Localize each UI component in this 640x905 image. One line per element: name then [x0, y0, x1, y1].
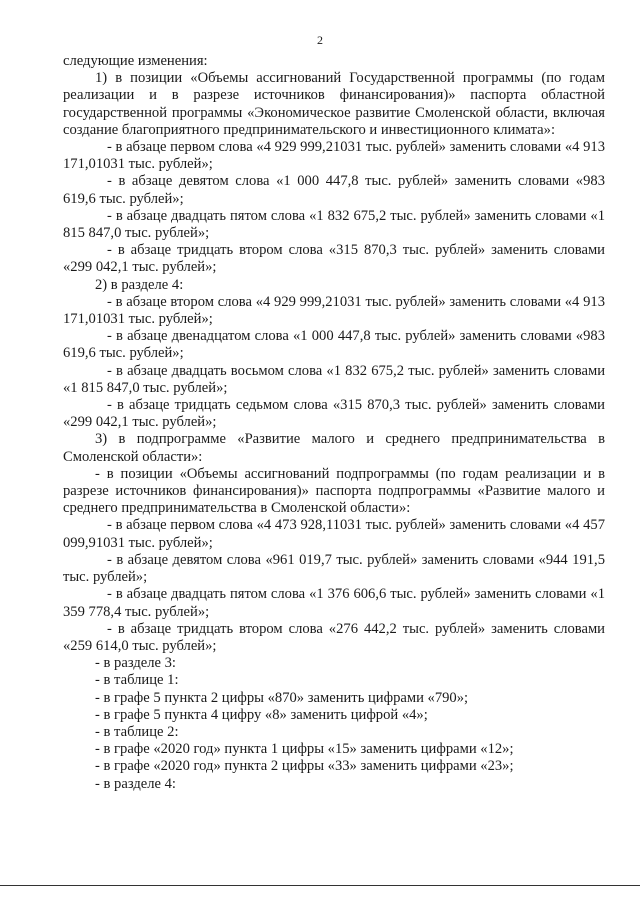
paragraph-subitem: - в графе «2020 год» пункта 1 цифры «15» заменить цифрами «12»; [95, 741, 514, 758]
paragraph-subitem: - в таблице 1: [95, 672, 179, 689]
paragraph-item-3: 3) в подпрограмме «Развитие малого и среднего предпринимательства в Смоленской области»: [63, 431, 605, 465]
paragraph-change: - в абзаце двенадцатом слова «1 000 447,8 тыс. рублей» заменить словами «983 619,6 тыс. рублей»; [63, 328, 605, 362]
paragraph-subitem: - в таблице 2: [95, 723, 179, 740]
paragraph-change: - в абзаце двадцать пятом слова «1 832 675,2 тыс. рублей» заменить словами «1 815 847,0 тыс. рублей»; [63, 207, 605, 242]
page-number: 2 [317, 33, 323, 47]
paragraph-subitem: - в графе 5 пункта 4 цифру «8» заменить цифрой «4»; [95, 706, 428, 723]
paragraph-item-1: 1) в позиции «Объемы ассигнований Государственной программы (по годам реализации и в разрезе источников финансирования)» паспорта областной государственной программы «Экономическое развитие Смоленской области, включая создание благоприятного предпринимательского и инвестиционного климата»: [63, 70, 605, 138]
paragraph-change: - в абзаце втором слова «4 929 999,21031 тыс. рублей» заменить словами «4 913 171,01031 тыс. рублей»; [63, 293, 605, 328]
paragraph-change: - в абзаце девятом слова «1 000 447,8 тыс. рублей» заменить словами «983 619,6 тыс. рублей»; [63, 173, 605, 207]
paragraph-subitem: - в разделе 3: [95, 655, 176, 672]
paragraph-subitem: - в позиции «Объемы ассигнований подпрограммы (по годам реализации и в разрезе источников финансирования)» паспорта подпрограммы «Развитие малого и среднего предпринимательства в Смоленской области»: [63, 465, 605, 517]
paragraph-change: - в абзаце первом слова «4 929 999,21031 тыс. рублей» заменить словами «4 913 171,01031 тыс. рублей»; [63, 139, 605, 173]
paragraph-subitem: - в графе 5 пункта 2 цифры «870» заменить цифрами «790»; [95, 689, 469, 706]
paragraph-change: - в абзаце девятом слова «961 019,7 тыс. рублей» заменить словами «944 191,5 тыс. рублей»; [63, 551, 605, 586]
paragraph-subitem: - в графе «2020 год» пункта 2 цифры «33» заменить цифрами «23»; [95, 758, 514, 775]
paragraph-change: - в абзаце тридцать втором слова «315 870,3 тыс. рублей» заменить словами «299 042,1 тыс. рублей»; [63, 242, 605, 276]
paragraph-change: - в абзаце тридцать втором слова «276 442,2 тыс. рублей» заменить словами «259 614,0 тыс. рублей»; [63, 620, 605, 654]
paragraph-change: - в абзаце тридцать седьмом слова «315 870,3 тыс. рублей» заменить словами «299 042,1 тыс. рублей»; [63, 397, 605, 431]
paragraph-change: - в абзаце двадцать пятом слова «1 376 606,6 тыс. рублей» заменить словами «1 359 778,4 тыс. рублей»; [63, 586, 605, 620]
paragraph-intro: следующие изменения: [63, 53, 208, 69]
document-body [63, 53, 605, 793]
page-bottom-rule [0, 885, 640, 886]
paragraph-change: - в абзаце двадцать восьмом слова «1 832 675,2 тыс. рублей» заменить словами «1 815 847,0 тыс. рублей»; [63, 362, 605, 396]
paragraph-subitem: - в разделе 4: [95, 775, 176, 792]
paragraph-item-2: 2) в разделе 4: [95, 276, 184, 293]
paragraph-change: - в абзаце первом слова «4 473 928,11031 тыс. рублей» заменить словами «4 457 099,91031 тыс. рублей»; [63, 517, 605, 551]
